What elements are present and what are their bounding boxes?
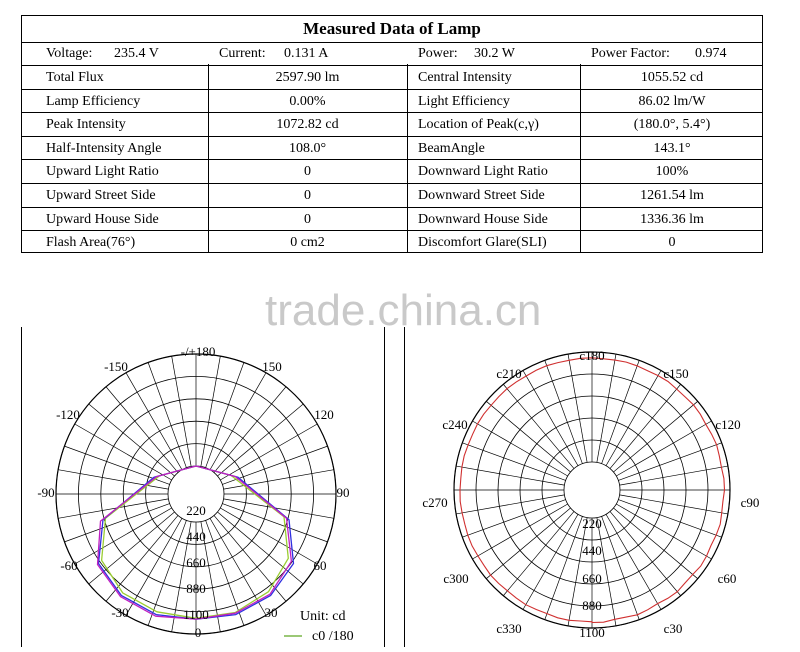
row-value: 1055.52 cd [640,70,704,85]
grid-spoke [618,500,721,538]
row-label: Central Intensity [418,70,512,85]
grid-spoke [602,360,640,463]
polar-chart-panel-right [404,327,800,647]
radial-tick-label: 660 [582,571,602,586]
row-value: 108.0° [288,140,327,156]
row-value: 1261.54 lm [640,187,704,203]
power-label: Power: [418,46,458,61]
angle-label: 0 [194,625,202,640]
voltage-label: Voltage: [46,46,93,61]
grid-spoke [201,356,220,466]
row-label: Total Flux [46,70,104,85]
table-row [22,208,762,232]
unit-label: Unit: cd [300,609,346,624]
angle-label: -90 [37,485,55,500]
grid-spoke [58,499,168,518]
row-label: Downward Street Side [418,187,545,203]
angle-label: -120 [56,407,80,422]
table-row [22,66,762,90]
column-divider [208,64,209,252]
row-value: 0 [304,164,311,180]
table-row [22,90,762,114]
polar-chart-intensity [22,327,384,647]
grid-spoke [462,500,565,538]
grid-spoke [462,443,565,481]
row-label: BeamAngle [418,140,485,156]
grid-spoke [620,466,728,485]
row-label: Location of Peak(c,γ) [418,117,539,133]
power-factor-value: 0.974 [695,46,727,61]
grid-spoke [217,404,303,476]
angle-label: c300 [443,571,469,586]
row-value: 0 [668,235,676,251]
radial-tick-label: 440 [582,543,602,558]
table-row [22,184,762,208]
grid-spoke [620,495,728,514]
column-divider [407,64,408,252]
grid-spoke [224,499,334,518]
grid-spoke [618,443,721,481]
radial-tick-label: 1100 [579,625,605,640]
grid-spoke [456,466,564,485]
angle-label: c90 [740,495,760,510]
row-value: 86.02 lm/W [638,93,706,109]
table-body [22,66,762,255]
grid-spoke [568,354,587,462]
polar-chart-isocandela [405,327,800,647]
row-value: 100% [655,164,689,180]
row-label: Upward Street Side [46,187,156,203]
grid-spoke [597,354,616,462]
polar-chart-panel-left [21,327,385,647]
power-factor-label: Power Factor: [591,46,670,61]
grid-spoke [172,356,191,466]
row-value: 0 [304,187,311,203]
row-label: Downward Light Ratio [418,164,548,180]
row-value: 1336.36 lm [640,211,704,227]
radial-tick-label: 660 [186,555,206,570]
row-label: Discomfort Glare(SLI) [418,235,547,251]
summary-row [22,43,762,66]
table-row [22,231,762,255]
current-value: 0.131 A [284,46,329,61]
angle-label: c330 [496,621,522,636]
grid-spoke [89,512,175,584]
row-label: Half-Intensity Angle [46,140,162,156]
row-value: 0 [304,211,311,227]
voltage-value: 235.4 V [114,46,159,61]
column-divider [580,64,581,252]
angle-label: 150 [262,359,282,374]
angle-label: c60 [717,571,737,586]
angle-label: -60 [60,558,78,573]
grid-spoke [545,516,583,619]
table-row [22,137,762,161]
angle-label: 120 [314,407,334,422]
inner-circle [564,462,620,518]
row-label: Upward House Side [46,211,159,227]
angle-label: c150 [663,366,689,381]
angle-label: c120 [715,417,741,432]
radial-tick-label: 880 [582,598,602,613]
row-value: (180.0°, 5.4°) [633,117,711,133]
radial-tick-label: 440 [186,529,206,544]
grid-spoke [545,360,583,463]
legend-label: c0 /180 [312,629,354,644]
table-title: Measured Data of Lamp [22,16,762,43]
row-value: 2597.90 lm [275,70,340,85]
angle-label: c270 [422,495,448,510]
angle-label: -30 [111,605,129,620]
row-label: Peak Intensity [46,117,126,133]
row-value: 0.00% [289,93,326,109]
radial-tick-label: 880 [186,581,206,596]
angle-label: c240 [442,417,468,432]
grid-spoke [206,520,244,625]
angle-label: -150 [104,359,128,374]
table-row [22,113,762,137]
row-label: Downward House Side [418,211,548,227]
radial-tick-label: 1100 [183,607,209,622]
grid-spoke [456,495,564,514]
measured-data-table [21,15,763,253]
grid-spoke [89,404,175,476]
row-value: 0 cm2 [290,235,325,251]
grid-spoke [206,362,244,467]
angle-label: c210 [496,366,522,381]
row-value: 1072.82 cd [276,117,339,133]
angle-label: 30 [264,605,278,620]
watermark-text: trade.china.cn [265,286,542,335]
row-label: Light Efficiency [418,93,510,109]
radial-tick-label: 220 [186,503,206,518]
row-value: 143.1° [653,140,691,156]
row-label: Lamp Efficiency [46,93,141,109]
power-value: 30.2 W [474,46,515,61]
grid-spoke [602,516,640,619]
row-label: Upward Light Ratio [46,164,159,180]
grid-spoke [106,387,178,473]
grid-spoke [214,387,286,473]
table-row [22,160,762,184]
angle-label: c30 [663,621,683,636]
angle-label: 90 [336,485,350,500]
angle-label: -/+180 [180,344,216,359]
row-label: Flash Area(76°) [46,235,136,251]
angle-label: 60 [313,558,327,573]
current-label: Current: [219,46,266,61]
grid-spoke [148,362,186,467]
radial-tick-label: 220 [582,516,602,531]
angle-label: c180 [579,348,605,363]
